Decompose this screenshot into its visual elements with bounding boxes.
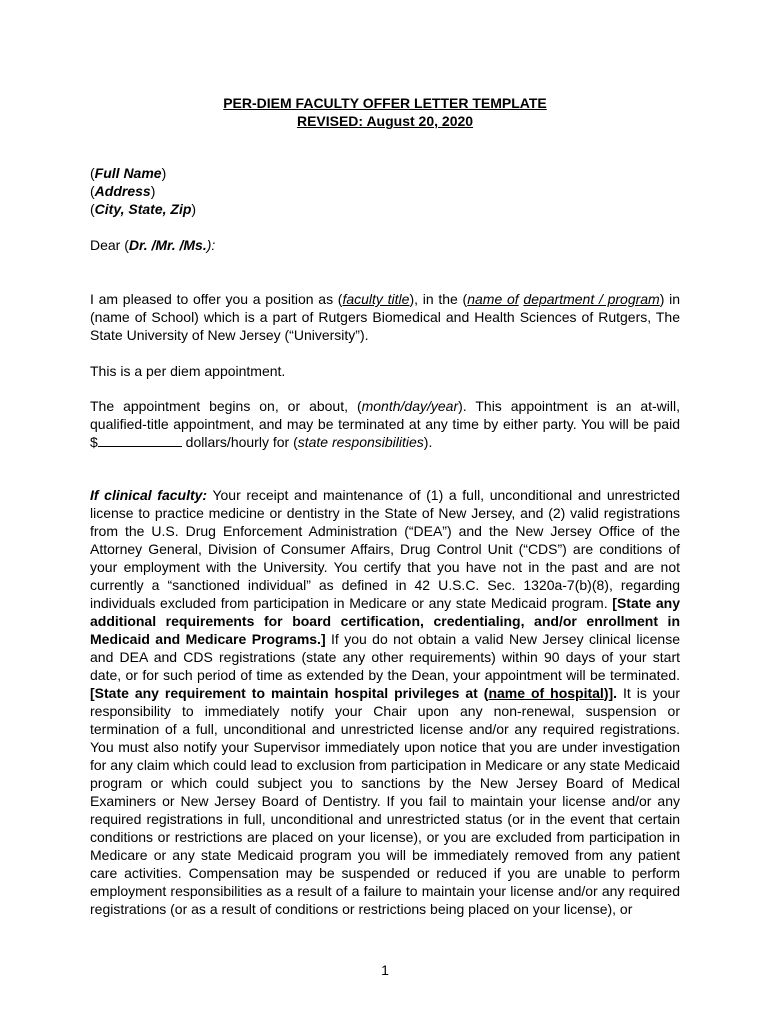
address-full-name: (Full Name) <box>90 165 167 181</box>
title-line-1: PER-DIEM FACULTY OFFER LETTER TEMPLATE <box>223 95 547 111</box>
salutation: Dear (Dr. /Mr. /Ms.): <box>90 237 216 253</box>
page-number: 1 <box>381 962 389 978</box>
paragraph-clinical-faculty: If clinical faculty: Your receipt and maintenance of (1) a full, unconditional and unrestricted license to practice medicine or dentistry in the State of New Jersey, and (2) valid registrations from the U.S. Drug Enforcement Administration (“DEA”) and the New Jersey Office of the Attorney General, Division of Consumer Affairs, Drug Control Unit (“CDS”) are conditions of your employment with the University. You certify that you have not in the past and are not currently a “sanctioned individual” as defined in 42 U.S.C. Sec. 1320a-7(b)(8), regarding individuals excluded from participation in Medicare or any state Medicaid program. [State any additional requirements for board certification, credentialing, and/or enrollment in Medicaid and Medicare Programs.] If you do not obtain a valid New Jersey clinical license and DEA and CDS registrations (state any other requirements) within 90 days of your start date, or for such period of time as extended by the Dean, your appointment will be terminated. [State any requirement to maintain hospital privileges at (name of hospital)]. It is your responsibility to immediately notify your Chair upon any non-renewal, suspension or termination of a full, unconditional and unrestricted license and/or any required registrations. You must also notify your Supervisor immediately upon notice that you are under investigation for any claim which could lead to exclusion from participation in Medicare or any state Medicaid program or which could subject you to sanctions by the New Jersey Board of Medical Examiners or New Jersey Board of Dentistry. If you fail to maintain your license and/or any required registrations in full, unconditional and unrestricted status (or in the event that certain conditions or restrictions are placed on your license), or you are excluded from participation in Medicare or any state Medicaid program you will be immediately removed from any patient care activities. Compensation may be suspended or reduced if you are unable to perform employment responsibilities as a result of a failure to maintain your license and/or any required registrations (or as a result of conditions or restrictions being placed on your license), or <box>90 487 681 917</box>
paragraph-per-diem: This is a per diem appointment. <box>90 363 286 379</box>
pay-blank-line <box>98 433 182 447</box>
document-title <box>0 94 770 130</box>
address-city-state-zip: (City, State, Zip) <box>90 201 197 217</box>
title-line-2: REVISED: August 20, 2020 <box>296 113 474 129</box>
address-block <box>90 164 680 218</box>
address-street: (Address) <box>90 183 156 199</box>
paragraph-position: I am pleased to offer you a position as (faculty title), in the (name of department / program) in (name of School) which is a part of Rutgers Biomedical and Health Sciences of Rutgers, The State University of New Jersey (“University”). <box>90 291 681 343</box>
paragraph-appointment: The appointment begins on, or about, (month/day/year). This appointment is an at-will, qualified-title appointment, and may be terminated at any time by either party. You will be paid $ dollars/hourly for (state responsibilities). <box>90 398 680 450</box>
